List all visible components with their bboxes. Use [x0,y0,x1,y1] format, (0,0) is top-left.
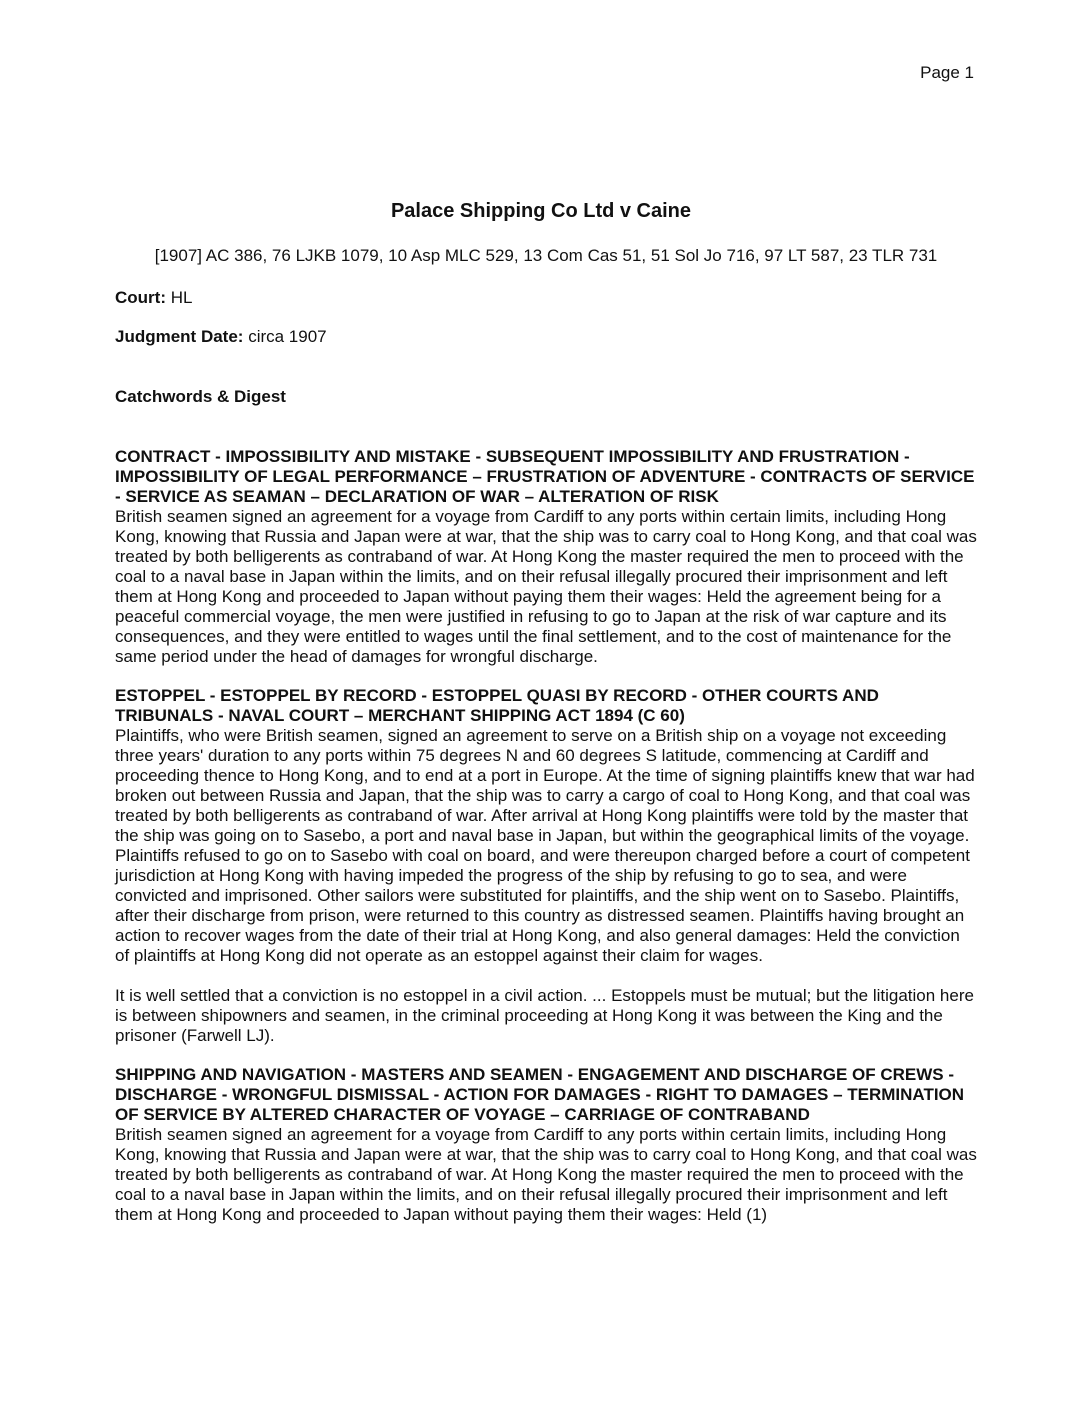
digest-section-estoppel [115,686,977,1046]
section-body: British seamen signed an agreement for a voyage from Cardiff to any ports within certain limits, including Hong Kong, knowing that Russia and Japan were at war, that the ship was to carry coal to Hong Kong, and that coal was treated by both belligerents as contraband of war. At Hong Kong the master required the men to proceed with the coal to a naval base in Japan within the limits, and on their refusal illegally procured their imprisonment and left them at Hong Kong and proceeded to Japan without paying them their wages: Held the agreement being for a peaceful commercial voyage, the men were justified in refusing to go to Japan at the risk of war capture and its consequences, and they were entitled to wages until the final settlement, and to the cost of maintenance for the same period under the head of damages for wrongful discharge. [115,507,977,666]
section-note: It is well settled that a conviction is no estoppel in a civil action. ... Estoppels must be mutual; but the litigation here is between shipowners and seamen, in the criminal proceeding at Hong Kong it was between the King and the prisoner (Farwell LJ). [115,986,974,1045]
digest-section-shipping [115,1065,977,1225]
judgment-date-line [115,327,327,347]
judgment-date-value: circa 1907 [243,327,327,346]
digest-content [115,447,977,1244]
section-body: British seamen signed an agreement for a voyage from Cardiff to any ports within certain limits, including Hong Kong, knowing that Russia and Japan were at war, that the ship was to carry coal to Hong Kong, and that coal was treated by both belligerents as contraband of war. At Hong Kong the master required the men to proceed with the coal to a naval base in Japan within the limits, and on their refusal illegally procured their imprisonment and left them at Hong Kong and proceeded to Japan without paying them their wages: Held (1) [115,1125,977,1224]
case-title: Palace Shipping Co Ltd v Caine [390,200,692,222]
section-body: Plaintiffs, who were British seamen, signed an agreement to serve on a British ship on a voyage not exceeding three years' duration to any ports within 75 degrees N and 60 degrees S latitude, commencing at Cardiff and proceeding thence to Hong Kong, and to end at a port in Europe. At the time of signing plaintiffs knew that war had broken out between Russia and Japan, that the ship was to carry a cargo of coal to Hong Kong, and that coal was treated by both belligerents as contraband of war. After arrival at Hong Kong plaintiffs were told by the master that the ship was going on to Sasebo, a port and naval base in Japan, but within the geographical limits of the voyage. Plaintiffs refused to go on to Sasebo with coal on board, and were thereupon charged before a court of competent jurisdiction at Hong Kong with having impeded the progress of the ship by refusing to go to sea, and were convicted and imprisoned. Other sailors were substituted for plaintiffs, and the ship went on to Sasebo. Plaintiffs, after their discharge from prison, were returned to this country as distressed seamen. Plaintiffs having brought an action to recover wages from the date of their trial at Hong Kong, and also general damages: Held the conviction of plaintiffs at Hong Kong did not operate as an estoppel against their claim for wages. [115,726,975,965]
catchwords-heading: Catchwords & Digest [115,387,286,406]
court-line [115,288,192,308]
section-heading: SHIPPING AND NAVIGATION - MASTERS AND SEAMEN - ENGAGEMENT AND DISCHARGE OF CREWS - DISCHARGE - WRONGFUL DISMISSAL - ACTION FOR DAMAGES - RIGHT TO DAMAGES – TERMINATION OF SERVICE BY ALTERED CHARACTER OF VOYAGE – CARRIAGE OF CONTRABAND [115,1065,965,1124]
section-heading: ESTOPPEL - ESTOPPEL BY RECORD - ESTOPPEL QUASI BY RECORD - OTHER COURTS AND TRIBUNALS - NAVAL COURT – MERCHANT SHIPPING ACT 1894 (C 60) [115,686,879,725]
court-label: Court: [115,288,166,307]
digest-section-contract [115,447,977,667]
case-citation: [1907] AC 386, 76 LJKB 1079, 10 Asp MLC 529, 13 Com Cas 51, 51 Sol Jo 716, 97 LT 587, 23 TLR 731 [154,246,938,265]
judgment-date-label: Judgment Date: [115,327,244,346]
page-number: Page 1 [920,63,974,82]
section-heading: CONTRACT - IMPOSSIBILITY AND MISTAKE - SUBSEQUENT IMPOSSIBILITY AND FRUSTRATION - IMPOSSIBILITY OF LEGAL PERFORMANCE – FRUSTRATION OF ADVENTURE - CONTRACTS OF SERVICE - SERVICE AS SEAMAN – DECLARATION OF WAR – ALTERATION OF RISK [115,447,975,506]
court-value: HL [165,288,193,307]
